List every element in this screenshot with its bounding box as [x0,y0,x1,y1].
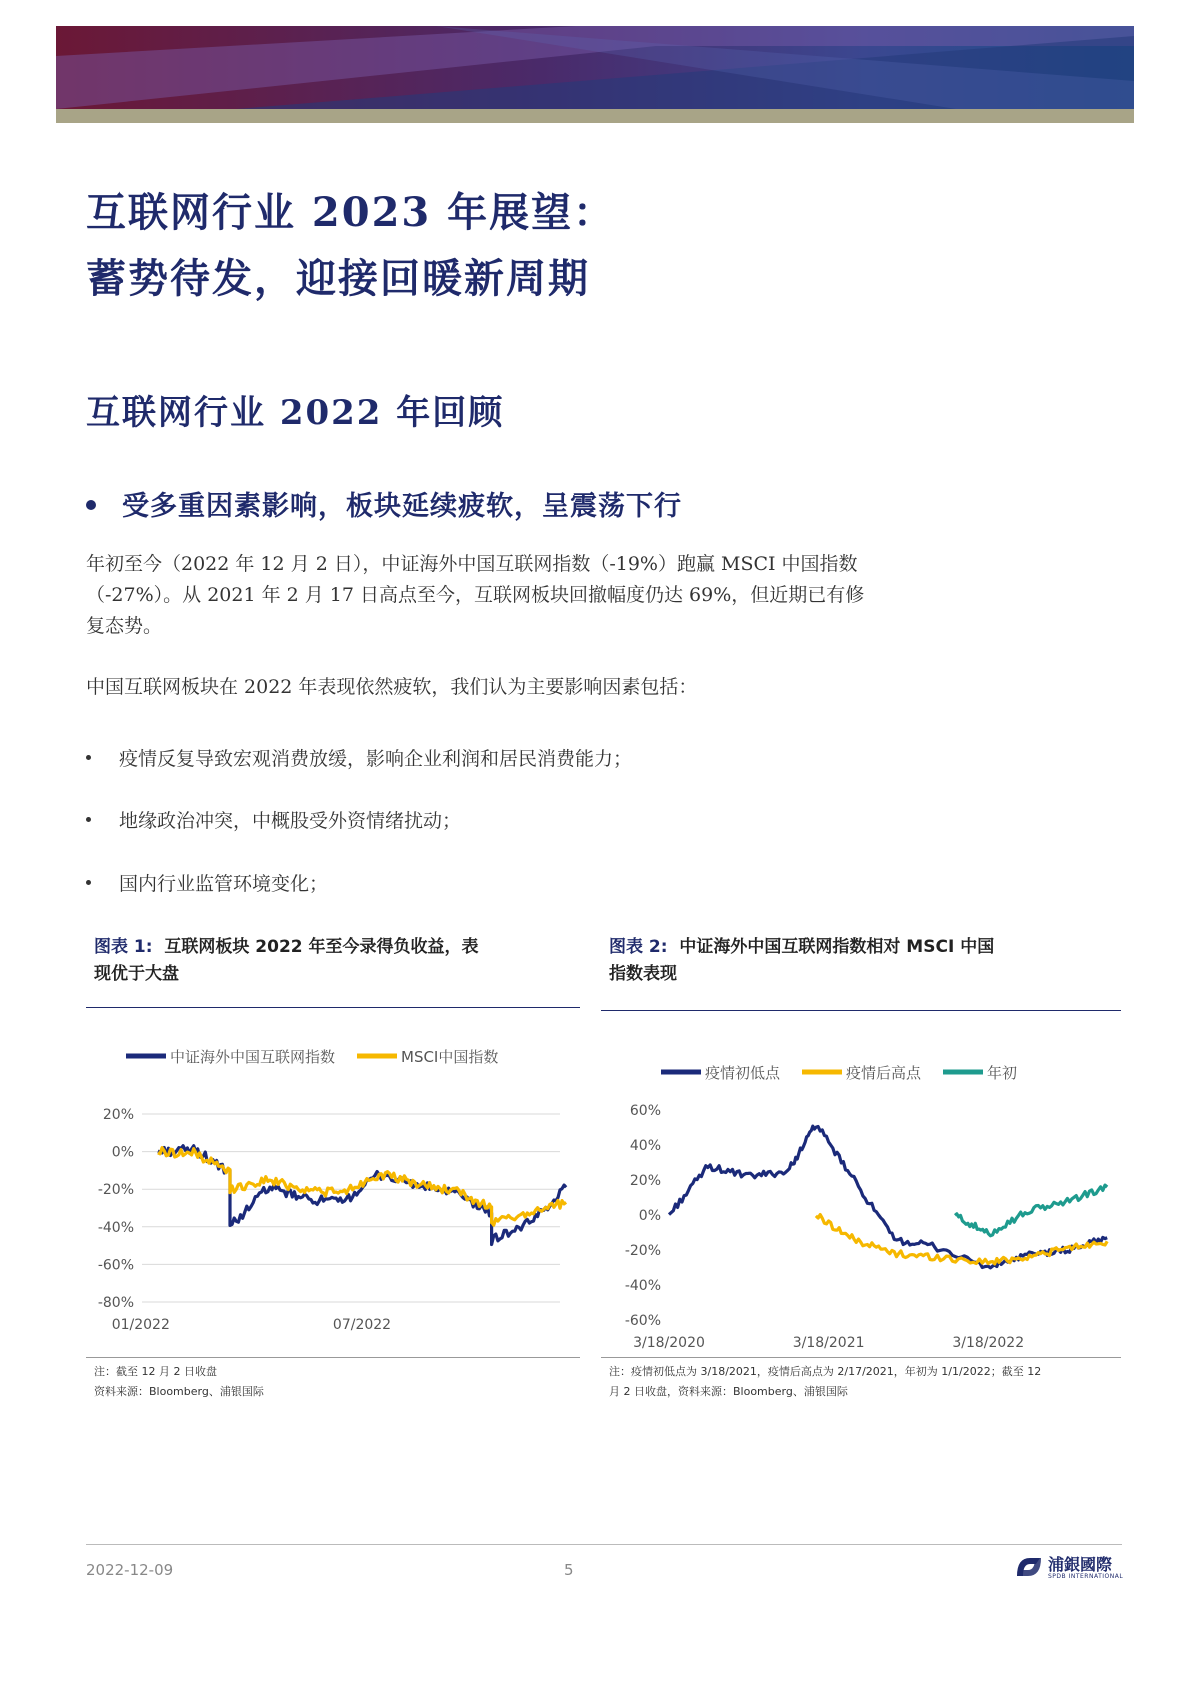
legend-label: 疫情后高点 [846,1064,922,1082]
figure2-note-line2: 月 2 日收盘，资料来源：Bloomberg、浦银国际 [609,1385,848,1398]
footer-date: 2022-12-09 [86,1561,174,1579]
figure2-caption [609,934,1099,988]
brand-subtitle: SPDB INTERNATIONAL [1048,1573,1124,1580]
chart-relative-performance [601,1020,1121,1350]
figure2-bottom-rule [601,1357,1121,1358]
bullet-item [86,744,632,771]
bullet-text: 疫情反复导致宏观消费放缓，影响企业利润和居民消费能力； [119,748,633,770]
header-band [56,109,1134,123]
paragraph-2: 中国互联网板块在 2022 年表现依然疲软，我们认为主要影响因素包括： [86,676,698,698]
figure2-top-rule [601,1010,1121,1011]
x-tick-label: 07/2022 [332,1317,392,1333]
bullet-text: 国内行业监管环境变化； [119,873,329,895]
figure1-caption-line2: 现优于大盘 [94,964,179,984]
y-tick-label: 0% [638,1208,661,1224]
bullet-item [86,869,328,896]
section-title: 互联网行业 2022 年回顾 [86,393,505,433]
series-line [669,1126,1107,1268]
chart-internet-vs-msci-2022 [86,1020,580,1350]
series-line [955,1185,1107,1236]
y-tick-label: 20% [102,1107,134,1123]
y-tick-label: -80% [97,1295,134,1311]
y-tick-label: -40% [624,1278,661,1294]
y-tick-label: 20% [629,1173,661,1189]
figure1-caption-line1: 互联网板块 2022 年至今录得负收益，表 [164,937,479,957]
spdb-logo-icon [1014,1552,1044,1582]
bullet-dot-icon [86,817,91,822]
figure1-label: 图表 1: [94,937,153,957]
figure2-label: 图表 2: [609,937,668,957]
figure1-bottom-rule [86,1357,580,1358]
y-tick-label: -60% [624,1313,661,1329]
paragraph-1: 年初至今（2022 年 12 月 2 日），中证海外中国互联网指数（-19%）跑赢 MSCI 中国指数（-27%）。从 2021 年 2 月 17 日高点至今，互联网板块回撤幅度仍达 69%，但近期已有修复态势。 [86,553,865,637]
figure1-top-rule [86,1007,580,1008]
header-banner [56,26,1134,109]
series-line [158,1146,566,1245]
x-tick-label: 3/18/2020 [633,1335,705,1350]
bullet-dot-icon [86,500,96,510]
figure2-note-line1: 注：疫情初低点为 3/18/2021，疫情后高点为 2/17/2021，年初为 1/1/2022；截至 12 [609,1365,1042,1378]
x-tick-label: 01/2022 [111,1317,170,1333]
y-tick-label: 0% [111,1144,134,1161]
page-number: 5 [564,1561,574,1579]
figure1-note [94,1362,574,1402]
page-title-line2: 蓄势待发，迎接回暖新周期 [86,255,590,302]
subheading [86,484,682,523]
y-tick-label: 60% [629,1103,661,1119]
banner-graphic [56,26,1134,109]
figure2-caption-line2: 指数表现 [609,964,677,984]
bullet-item [86,806,461,833]
y-tick-label: -20% [624,1243,661,1259]
bullet-dot-icon [86,755,91,760]
x-tick-label: 3/18/2021 [792,1335,865,1350]
figure1-caption [94,934,574,988]
figure2-caption-line1: 中证海外中国互联网指数相对 MSCI 中国 [679,937,995,957]
legend-label: 年初 [987,1064,1018,1082]
page-title-line1: 互联网行业 2023 年展望： [86,189,616,236]
legend-label: 疫情初低点 [705,1064,781,1082]
x-tick-label: 3/18/2022 [952,1335,1025,1350]
y-tick-label: -60% [97,1257,134,1274]
figure2-note [609,1362,1121,1402]
legend-label: 中证海外中国互联网指数 [170,1048,336,1066]
bullet-dot-icon [86,880,91,885]
legend-label: MSCI中国指数 [401,1048,499,1066]
footer-rule [86,1544,1122,1545]
figure1-source: 资料来源：Bloomberg、浦银国际 [94,1385,264,1398]
brand-name: 浦銀國際 [1048,1555,1113,1574]
series-line [158,1148,566,1226]
bullet-text: 地缘政治冲突，中概股受外资情绪扰动； [119,810,462,832]
subheading-text: 受多重因素影响，板块延续疲软，呈震荡下行 [122,491,682,522]
y-tick-label: 40% [629,1138,661,1154]
y-tick-label: -40% [97,1219,134,1236]
y-tick-label: -20% [97,1182,134,1199]
figure1-note-line1: 注：截至 12 月 2 日收盘 [94,1365,217,1378]
